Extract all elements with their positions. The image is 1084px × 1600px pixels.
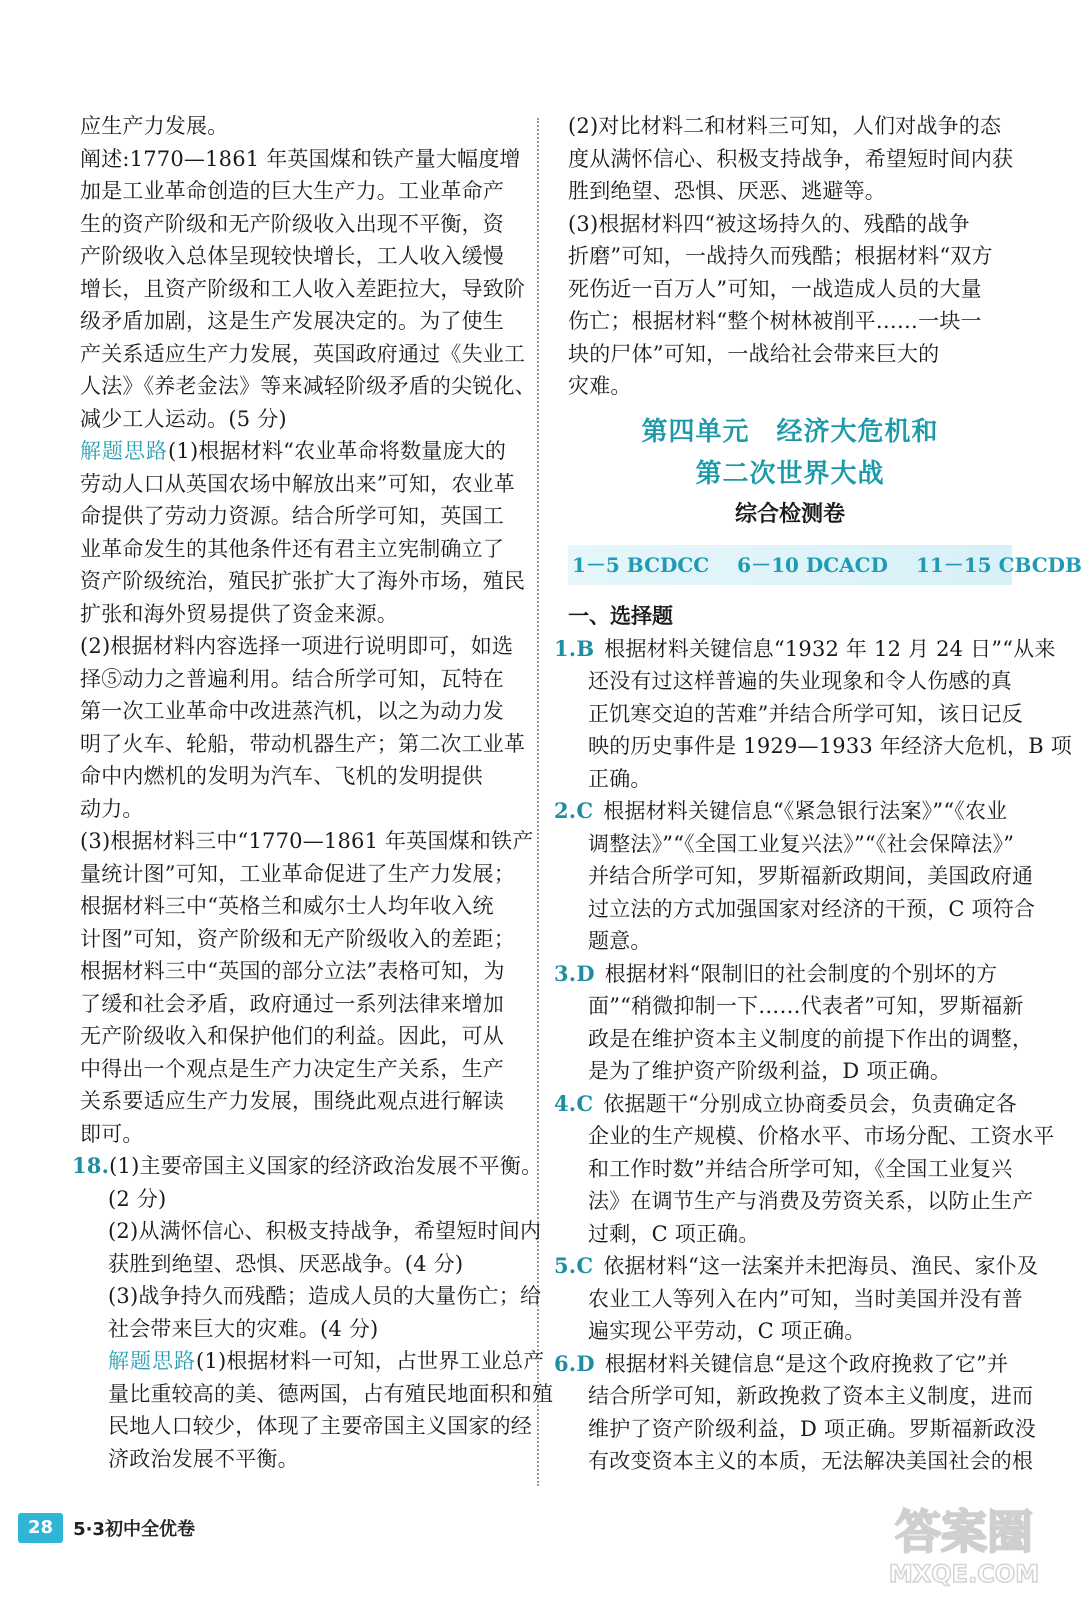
line-text: 量比重较高的美、德两国，占有殖民地面积和殖	[108, 1381, 554, 1406]
line-text: 产阶级收入总体呈现较快增长，工人收入缓慢	[80, 244, 504, 268]
right-line: 度从满怀信心、积极支持战争，希望短时间内获	[568, 146, 1014, 171]
choice-line	[568, 1153, 1012, 1186]
line-text: 阐述:1770—1861 年英国煤和铁产量大幅度增	[80, 146, 521, 171]
left-line	[80, 110, 528, 143]
left-line	[80, 403, 528, 436]
choice-line	[568, 1445, 1034, 1478]
choice-line	[568, 893, 1036, 926]
line-text: 过立法的方式加强国家对经济的干预，C 项符合	[588, 896, 1036, 921]
line-text: 命提供了劳动力资源。结合所学可知，英国工	[80, 504, 504, 528]
line-text: 增长，且资产阶级和工人收入差距拉大，导致阶	[80, 276, 526, 301]
line-text: 劳动人口从英国农场中解放出来”可知，农业革	[80, 471, 515, 496]
left-line	[80, 598, 528, 631]
choice-line	[554, 958, 1012, 991]
left-line	[80, 1280, 542, 1313]
answer-key-1: 1－5 BCDCC	[572, 552, 710, 577]
line-text: 根据材料三中“英格兰和威尔士人均年收入统	[80, 894, 494, 918]
choice-line	[568, 1218, 1012, 1251]
left-line	[80, 1053, 528, 1086]
line-text: 还没有过这样普遍的失业现象和令人伤感的真	[588, 669, 1012, 693]
choice-line	[568, 828, 1015, 861]
line-text: 量统计图”可知，工业革命促进了生产力发展；	[80, 861, 515, 886]
left-line	[80, 338, 528, 371]
line-text: 第一次工业革命中改进蒸汽机，以之为动力发	[80, 699, 504, 723]
choice-line	[568, 860, 1034, 893]
line-text: 正确。	[588, 766, 652, 791]
choice-number: 2.C	[554, 798, 594, 823]
left-line	[80, 858, 528, 891]
right-line: 死伤近一百万人”可知，一战造成人员的大量	[568, 276, 982, 301]
choice-line	[568, 1120, 1055, 1153]
line-text: (1)根据材料“农业革命将数量庞大的	[168, 439, 507, 463]
line-text: 遍实现公平劳动，C 项正确。	[588, 1319, 866, 1343]
left-line	[80, 760, 528, 793]
line-text: 民地人口较少，体现了主要帝国主义国家的经	[108, 1414, 532, 1438]
line-text: (2 分)	[108, 1186, 167, 1211]
line-text: 依据题干“分别成立协商委员会，负责确定各	[603, 1091, 1017, 1116]
right-line: (2)对比材料二和材料三可知，人们对战争的态	[568, 114, 1002, 138]
line-text: 无产阶级收入和保护他们的利益。因此，可从	[80, 1024, 504, 1048]
unit-subtitle: 综合检测卷	[734, 501, 845, 527]
left-line	[80, 143, 528, 176]
choice-number: 5.C	[554, 1253, 594, 1278]
line-text: 依据材料“这一法案并未把海员、渔民、家仆及	[603, 1254, 1039, 1278]
left-line	[80, 1443, 528, 1476]
choice-line	[554, 795, 1012, 828]
right-column	[554, 110, 1082, 1478]
left-line	[80, 1345, 545, 1378]
left-line	[80, 825, 534, 858]
line-text: (2)从满怀信心、积极支持战争，希望短时间内	[108, 1219, 542, 1243]
line-text: 有改变资本主义的本质，无法解决美国社会的根	[588, 1449, 1034, 1473]
choice-line	[568, 1380, 1034, 1413]
left-line	[80, 240, 528, 273]
line-text: (2)根据材料内容选择一项进行说明即可，如选	[80, 634, 514, 658]
line-text: 和工作时数”并结合所学可知，《全国工业复兴	[588, 1156, 1013, 1181]
line-text: 面”“稍微抑制一下……代表者”可知，罗斯福新	[588, 994, 1024, 1018]
choice-number: 3.D	[554, 960, 595, 986]
left-line	[80, 630, 528, 663]
line-text: 政是在维护资本主义制度的前提下作出的调整，	[588, 1026, 1034, 1051]
left-line	[80, 695, 528, 728]
left-line	[80, 175, 528, 208]
left-line	[80, 1410, 532, 1443]
line-text: (1)主要帝国主义国家的经济政治发展不平衡。	[109, 1154, 543, 1178]
left-line	[80, 565, 528, 598]
watermark-text: 答案圈	[895, 1505, 1033, 1559]
line-text: 产关系适应生产力发展，英国政府通过《失业工	[80, 341, 526, 366]
left-line	[80, 435, 528, 468]
choice-line	[568, 1315, 1012, 1348]
line-text: 扩张和海外贸易提供了资金来源。	[80, 601, 398, 626]
solution-tip-label: 解题思路	[108, 1349, 196, 1373]
line-text: 业革命发生的其他条件还有君主立宪制确立了	[80, 536, 504, 561]
section-heading: 一、选择题	[568, 603, 673, 628]
choice-line	[568, 1055, 1012, 1088]
line-text: 根据材料关键信息“1932 年 12 月 24 日”“从来	[604, 636, 1056, 661]
left-line	[80, 923, 528, 956]
left-line	[80, 1085, 528, 1118]
choice-line	[568, 730, 1072, 763]
choice-line	[568, 1283, 1023, 1316]
left-line	[80, 955, 528, 988]
line-text: 计图”可知，资产阶级和无产阶级收入的差距；	[80, 926, 515, 951]
line-text: 应生产力发展。	[80, 114, 229, 138]
left-line	[80, 1215, 542, 1248]
left-line	[80, 533, 528, 566]
answer-key-3: 11－15 CBCDB	[915, 552, 1082, 577]
choice-line	[554, 1348, 1012, 1381]
line-text: 关系要适应生产力发展，围绕此观点进行解读	[80, 1089, 504, 1113]
line-text: 过剩，C 项正确。	[588, 1221, 760, 1246]
line-text: 根据材料关键信息“是这个政府挽救了它”并	[604, 1351, 1009, 1376]
brand-name: 5·3初中全优卷	[73, 1519, 195, 1540]
line-text: 即可。	[80, 1121, 144, 1146]
right-top-text-block	[568, 110, 1012, 403]
choice-line	[568, 763, 1012, 796]
choice-number: 4.C	[554, 1090, 594, 1116]
line-text: 结合所学可知，新政挽救了资本主义制度，进而	[588, 1384, 1034, 1408]
line-text: 根据材料三中“英国的部分立法”表格可知，为	[80, 959, 505, 983]
left-line	[80, 208, 528, 241]
line-text: 动力。	[80, 796, 144, 821]
choice-number: 1.B	[554, 635, 595, 661]
line-text: 社会带来巨大的灾难。(4 分)	[108, 1316, 379, 1341]
line-text: 人法》《养老金法》等来减轻阶级矛盾的尖锐化、	[80, 374, 536, 398]
right-line: (3)根据材料四“被这场持久的、残酷的战争	[568, 211, 970, 236]
choice-line	[568, 665, 1012, 698]
line-text: 命中内燃机的发明为汽车、飞机的发明提供	[80, 764, 483, 788]
unit-title-line1: 第四单元 经济大危机和	[641, 416, 939, 447]
left-line	[80, 468, 528, 501]
choice-line	[554, 1250, 1039, 1283]
line-text: 法》在调节生产与消费及劳资关系，以防止生产	[588, 1189, 1034, 1213]
line-text: 济政治发展不平衡。	[108, 1446, 299, 1471]
left-text-block	[72, 110, 554, 1475]
answer-key-bar	[568, 545, 1082, 585]
left-line	[80, 1378, 554, 1411]
right-line: 伤亡；根据材料“整个树林被削平……一块一	[568, 309, 982, 333]
line-text: 级矛盾加剧，这是生产发展决定的。为了使生	[80, 309, 504, 333]
line-text: 了缓和社会矛盾，政府通过一系列法律来增加	[80, 991, 504, 1016]
left-line	[72, 1150, 543, 1183]
choice-line	[568, 925, 1012, 958]
line-text: 并结合所学可知，罗斯福新政期间，美国政府通	[588, 864, 1034, 888]
left-line	[80, 273, 528, 306]
right-line: 块的尸体”可知，一战给社会带来巨大的	[568, 341, 940, 366]
left-line	[80, 988, 528, 1021]
left-line	[80, 793, 528, 826]
page-number: 28	[18, 1513, 63, 1543]
line-text: 题意。	[588, 929, 652, 953]
answer-key-2: 6－10 DCACD	[737, 552, 888, 577]
line-text: 是为了维护资产阶级利益，D 项正确。	[588, 1059, 952, 1083]
line-text: 减少工人运动。(5 分)	[80, 406, 287, 431]
left-line	[80, 1313, 528, 1346]
line-text: 加是工业革命创造的巨大生产力。工业革命产	[80, 179, 504, 203]
line-text: 择⑤动力之普遍利用。结合所学可知，瓦特在	[80, 666, 504, 691]
line-text: 获胜到绝望、恐惧、厌恶战争。(4 分)	[108, 1251, 464, 1276]
line-text: (3)战争持久而残酷；造成人员的大量伤亡；给	[108, 1284, 542, 1308]
choice-line	[568, 698, 1023, 731]
left-line	[80, 1248, 528, 1281]
line-text: 维护了资产阶级利益，D 项正确。罗斯福新政没	[588, 1416, 1036, 1441]
line-text: 农业工人等列入在内”可知，当时美国并没有普	[588, 1286, 1023, 1311]
left-line	[80, 663, 528, 696]
right-line: 折磨”可知，一战持久而残酷；根据材料“双方	[568, 244, 993, 268]
line-text: 正饥寒交迫的苦难”并结合所学可知，该日记反	[588, 701, 1023, 726]
unit-title-line2: 第二次世界大战	[695, 458, 885, 489]
left-column	[72, 110, 554, 1475]
left-line	[80, 890, 528, 923]
line-text: 中得出一个观点是生产力决定生产关系，生产	[80, 1056, 504, 1081]
choice-line	[554, 1088, 1017, 1121]
choice-line	[554, 633, 1056, 666]
watermark-url: MXQE.COM	[888, 1560, 1040, 1588]
left-line	[80, 728, 528, 761]
line-text: 映的历史事件是 1929—1933 年经济大危机，B 项	[588, 734, 1072, 758]
choice-line	[568, 990, 1024, 1023]
right-line: 胜到绝望、恐惧、厌恶、逃避等。	[568, 179, 886, 203]
line-text: 资产阶级统治，殖民扩张扩大了海外市场，殖民	[80, 569, 526, 593]
line-text: (1)根据材料一可知，占世界工业总产	[196, 1349, 545, 1373]
choice-number: 6.D	[554, 1350, 595, 1376]
choice-line	[568, 1185, 1034, 1218]
left-line	[80, 1020, 528, 1053]
line-text: 明了火车、轮船，带动机器生产；第二次工业革	[80, 731, 526, 756]
watermark-logo	[874, 1490, 1054, 1590]
page-footer	[18, 1510, 195, 1546]
solution-tip-label: 解题思路	[80, 439, 168, 463]
choice-line	[568, 1413, 1036, 1446]
choice-explanations	[554, 633, 1072, 1478]
line-text: (3)根据材料三中“1770—1861 年英国煤和铁产	[80, 829, 534, 853]
left-line	[80, 1118, 528, 1151]
left-line	[80, 370, 536, 403]
right-line: 灾难。	[568, 374, 632, 398]
line-text: 生的资产阶级和无产阶级收入出现不平衡，资	[80, 211, 504, 236]
left-line	[80, 500, 528, 533]
choice-line	[568, 1023, 1034, 1056]
question-number: 18.	[72, 1153, 110, 1178]
line-text: 调整法》”“《全国工业复兴法》”“《社会保障法》”	[588, 831, 1015, 856]
line-text: 企业的生产规模、价格水平、市场分配、工资水平	[588, 1124, 1055, 1148]
line-text: 根据材料关键信息“《紧急银行法案》”“《农业	[603, 799, 1008, 823]
left-line	[80, 305, 528, 338]
line-text: 根据材料“限制旧的社会制度的个别坏的方	[604, 961, 998, 986]
left-line	[80, 1183, 528, 1216]
